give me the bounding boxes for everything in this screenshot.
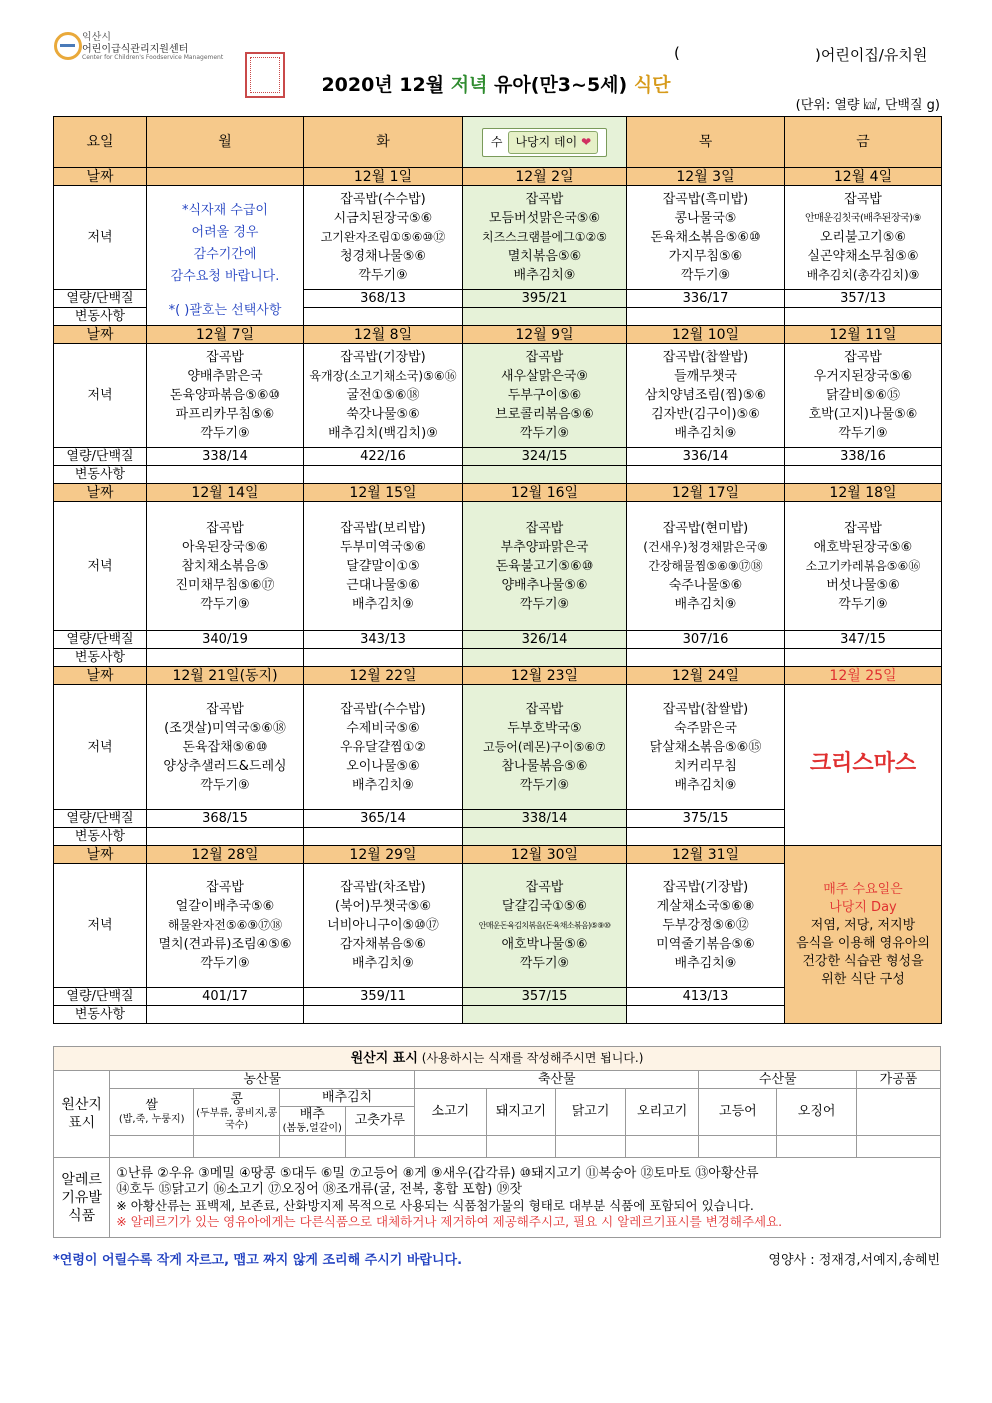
wed-badge: 수 나당지 데이 ❤ [482,128,607,157]
date-cell: 12월 11일 [785,326,942,344]
change-cell[interactable] [463,466,627,484]
kcal-row [54,631,942,649]
meal-label: 저녁 [54,864,147,988]
kcal-cell: 413/13 [627,988,785,1006]
menu-cell: 잡곡밥(찹쌀밥) 숙주맑은국 닭살채소볶음⑤⑥⑮ 치커리무침 배추김치⑨ [627,685,785,810]
date-cell: 12월 28일 [147,846,304,864]
menu-cell: 잡곡밥 양배추맑은국 돈육양파볶음⑤⑥⑩ 파프리카무침⑤⑥ 깍두기⑨ [147,344,304,448]
date-row [54,326,942,344]
change-row [54,466,942,484]
date-cell: 12월 17일 [627,484,785,502]
kcal-cell: 359/11 [304,988,463,1006]
menu-cell: 잡곡밥 우거지된장국⑤⑥ 닭갈비⑤⑥⑮ 호박(고지)나물⑤⑥ 깍두기⑨ [785,344,942,448]
weekday-label: 요일 [54,117,147,168]
menu-cell: 잡곡밥(찹쌀밥) 들깨무챗국 삼치양념조림(찜)⑤⑥ 김자반(김구이)⑤⑥ 배추김치⑨ [627,344,785,448]
menu-cell: 잡곡밥(보리밥) 두부미역국⑤⑥ 달걀말이①⑤ 근대나물⑤⑥ 배추김치⑨ [304,502,463,631]
origin-input[interactable] [280,1136,345,1158]
kcal-label: 열량/단백질 [54,810,147,828]
center-logo [54,28,284,70]
menu-cell: 잡곡밥(기장밥) 육개장(소고기채소국)⑤⑥⑯ 굴전①⑤⑥⑱ 쑥갓나물⑤⑥ 배추김치(백김치)⑨ [304,344,463,448]
change-cell[interactable] [304,1006,463,1024]
change-row [54,649,942,667]
change-label: 변동사항 [54,828,147,846]
kimchi-header: 배추김치 [280,1089,415,1107]
date-label: 날짜 [54,168,147,186]
date-cell: 12월 4일 [785,168,942,186]
logo-icon [54,32,82,60]
rice-header: 쌀 (밥,죽, 누룽지) [110,1089,194,1136]
menu-cell: 잡곡밥(수수밥) 시금치된장국⑤⑥ 고기완자조림①⑤⑥⑩⑫ 청경채나물⑤⑥ 깍두기⑨ [304,186,463,290]
date-label: 날짜 [54,326,147,344]
menu-cell: 잡곡밥 모듬버섯맑은국⑤⑥ 치즈스크램블에그①②⑤ 멸치볶음⑤⑥ 배추김치⑨ [463,186,627,290]
meal-row [54,186,942,290]
date-label: 날짜 [54,484,147,502]
dietitian-credit: 영양사 : 정재경,서예지,송혜빈 [768,1253,940,1268]
menu-cell: 잡곡밥 얼갈이배추국⑤⑥ 해물완자전⑤⑥⑨⑰⑱ 멸치(견과류)조림④⑤⑥ 깍두기⑨ [147,864,304,988]
date-cell: 12월 16일 [463,484,627,502]
meal-row [54,502,942,631]
kcal-row [54,448,942,466]
date-row [54,667,942,685]
kcal-cell: 338/14 [463,810,627,828]
change-label: 변동사항 [54,1006,147,1024]
kcal-cell: 375/15 [627,810,785,828]
meal-label: 저녁 [54,685,147,810]
change-cell[interactable] [147,1006,304,1024]
menu-cell: 잡곡밥(차조밥) (북어)무챗국⑤⑥ 너비아니구이⑤⑩⑰ 감자채볶음⑤⑥ 배추김치⑨ [304,864,463,988]
kcal-cell: 422/16 [304,448,463,466]
mackerel-header: 고등어 [699,1089,777,1136]
squid-header: 오징어 [777,1089,857,1136]
change-cell[interactable] [463,828,627,846]
logo-english: Center for Children's Foodservice Management [82,54,224,61]
date-cell: 12월 1일 [304,168,463,186]
kcal-cell: 336/14 [627,448,785,466]
menu-cell: 잡곡밥 부추양파맑은국 돈육불고기⑤⑥⑩ 양배추나물⑤⑥ 깍두기⑨ [463,502,627,631]
menu-cell: 잡곡밥(현미밥) (건새우)청경채맑은국⑨ 간장해물찜⑤⑥⑨⑰⑱ 숙주나물⑤⑥ 배추김치⑨ [627,502,785,631]
kcal-cell: 401/17 [147,988,304,1006]
agri-header: 농산물 [110,1071,415,1089]
kcal-label: 열량/단백질 [54,988,147,1006]
menu-cell: 잡곡밥 (조갯살)미역국⑤⑥⑱ 돈육잡채⑤⑥⑩ 양상추샐러드&드레싱 깍두기⑨ [147,685,304,810]
change-cell[interactable] [785,649,942,667]
date-cell: 12월 18일 [785,484,942,502]
date-cell: 12월 31일 [627,846,785,864]
date-label: 날짜 [54,846,147,864]
kcal-label: 열량/단백질 [54,631,147,649]
weekday-tue: 화 [304,117,463,168]
cabbage-header: 배추 (봄동,얼갈이) [280,1107,345,1136]
chicken-header: 닭고기 [556,1089,626,1136]
nadangji-note: 매주 수요일은 나당지 Day 저염, 저당, 저지방 음식을 이용해 영유아의 건강한 식습관 형성을 위한 식단 구성 [785,846,942,1024]
origin-input[interactable] [857,1136,941,1158]
meal-row [54,685,942,810]
weekday-fri: 금 [785,117,942,168]
cooking-note: *연령이 어릴수록 작게 자르고, 맵고 짜지 않게 조리해 주시기 바랍니다. [53,1253,463,1268]
kcal-cell: 338/14 [147,448,304,466]
origin-row-label: 원산지 표시 [54,1071,110,1158]
date-cell: 12월 29일 [304,846,463,864]
kcal-cell: 336/17 [627,290,785,308]
date-cell: 12월 14일 [147,484,304,502]
origin-input[interactable] [777,1136,857,1158]
date-cell: 12월 10일 [627,326,785,344]
date-cell: 12월 30일 [463,846,627,864]
date-cell: 12월 9일 [463,326,627,344]
heart-icon: ❤ [581,134,592,149]
origin-input[interactable] [625,1136,699,1158]
supply-note: *식자재 수급이 어려울 경우 감수기간에 감수요청 바랍니다. *( )괄호는 선택사항 [147,186,304,326]
origin-input[interactable] [194,1136,280,1158]
date-label: 날짜 [54,667,147,685]
weekday-wed [463,117,627,168]
menu-cell: 잡곡밥 달걀김국①⑤⑥ 안매운돈육김치볶음(돈육채소볶음)⑤⑨⑩ 애호박나물⑤⑥ 깍두기⑨ [463,864,627,988]
change-cell[interactable] [627,1006,785,1024]
origin-table [53,1046,941,1238]
change-cell[interactable] [304,828,463,846]
origin-input[interactable] [110,1136,194,1158]
kcal-cell: 368/13 [304,290,463,308]
origin-input[interactable] [486,1136,556,1158]
holiday-label: 크리스마스 [809,751,917,776]
change-cell[interactable] [304,308,463,326]
kcal-cell: 326/14 [463,631,627,649]
kcal-cell: 365/14 [304,810,463,828]
pork-header: 돼지고기 [486,1089,556,1136]
origin-input[interactable] [345,1136,415,1158]
date-cell: 12월 21일(동지) [147,667,304,685]
change-cell[interactable] [304,649,463,667]
kcal-cell: 338/16 [785,448,942,466]
date-cell: 12월 7일 [147,326,304,344]
logo-name: 어린이급식관리지원센터 [82,44,189,55]
kcal-cell: 343/13 [304,631,463,649]
date-row [54,846,942,864]
beef-header: 소고기 [415,1089,487,1136]
date-cell: 12월 24일 [627,667,785,685]
change-cell[interactable] [785,466,942,484]
menu-cell: 잡곡밥 새우살맑은국⑨ 두부구이⑤⑥ 브로콜리볶음⑤⑥ 깍두기⑨ [463,344,627,448]
page-title: 2020년 12월 저녁 유아(만3~5세) 식단 [321,74,671,96]
origin-input[interactable] [415,1136,487,1158]
menu-cell: 잡곡밥 애호박된장국⑤⑥ 소고기카레볶음⑤⑥⑯ 버섯나물⑤⑥ 깍두기⑨ [785,502,942,631]
duck-header: 오리고기 [625,1089,699,1136]
kcal-label: 열량/단백질 [54,448,147,466]
change-cell[interactable] [627,466,785,484]
date-cell: 12월 8일 [304,326,463,344]
origin-input[interactable] [699,1136,777,1158]
change-cell[interactable] [463,649,627,667]
change-cell[interactable] [463,1006,627,1024]
weekday-thu: 목 [627,117,785,168]
meal-label: 저녁 [54,502,147,631]
paren-open: ( [674,44,680,62]
menu-cell: 잡곡밥 두부호박국⑤ 고등어(레몬)구이⑤⑥⑦ 참나물볶음⑤⑥ 깍두기⑨ [463,685,627,810]
date-row [54,168,942,186]
holiday-cell [785,685,942,846]
date-cell: 12월 22일 [304,667,463,685]
date-cell [147,168,304,186]
institution-type: )어린이집/유치원 [815,46,928,64]
kcal-cell: 307/16 [627,631,785,649]
processed-blank [857,1089,941,1136]
menu-cell: 잡곡밥 아욱된장국⑤⑥ 참치채소볶음⑤ 진미채무침⑤⑥⑰ 깍두기⑨ [147,502,304,631]
weekday-header-row [54,117,942,168]
kcal-cell: 347/15 [785,631,942,649]
bean-header: 콩 (두부류, 콩비지,콩국수) [194,1089,280,1136]
menu-cell: 잡곡밥 안매운김칫국(배추된장국)⑨ 오리불고기⑤⑥ 실곤약채소무침⑤⑥ 배추김치(총각김치)⑨ [785,186,942,290]
chili-header: 고춧가루 [345,1107,415,1136]
change-cell[interactable] [147,466,304,484]
meal-label: 저녁 [54,186,147,290]
menu-cell: 잡곡밥(흑미밥) 콩나물국⑤ 돈육채소볶음⑤⑥⑩ 가지무침⑤⑥ 깍두기⑨ [627,186,785,290]
date-row [54,484,942,502]
unit-note: (단위: 열량 ㎉, 단백질 g) [795,98,940,113]
change-cell[interactable] [627,649,785,667]
kcal-cell: 324/15 [463,448,627,466]
logo-city: 익산시 [82,32,111,43]
change-cell[interactable] [463,308,627,326]
livestock-header: 축산물 [415,1071,699,1089]
menu-cell: 잡곡밥(기장밥) 게살채소국⑤⑥⑧ 두부강정⑤⑥⑫ 미역줄기볶음⑤⑥ 배추김치⑨ [627,864,785,988]
meal-row [54,344,942,448]
menu-cell: 잡곡밥(수수밥) 수제비국⑤⑥ 우유달걀찜①② 오이나물⑤⑥ 배추김치⑨ [304,685,463,810]
kcal-cell: 357/15 [463,988,627,1006]
date-cell: 12월 3일 [627,168,785,186]
processed-header: 가공품 [857,1071,941,1089]
change-label: 변동사항 [54,649,147,667]
marine-header: 수산물 [699,1071,857,1089]
date-cell: 12월 2일 [463,168,627,186]
meal-label: 저녁 [54,344,147,448]
allergy-label: 알레르기유발 식품 [54,1158,110,1238]
origin-input[interactable] [556,1136,626,1158]
allergy-list: ①난류 ②우유 ③메밀 ④땅콩 ⑤대두 ⑥밀 ⑦고등어 ⑧게 ⑨새우(갑각류) ⑩돼지고기 ⑪복숭아 ⑫토마토 ⑬아황산류 ⑭호두 ⑮닭고기 ⑯소고기 ⑰오징어 ⑱조개류(굴, 전복, 홍합 포함) ⑲잣 ※ 아황산류는 표백제, 보존료, 산화방지제 목적으로 사용되는 식품첨가물의 형태로 대부분 식품에 포함되어 있습니다. ※ 알레르기가 있는 영유아에게는 다른식품으로 대체하거나 제거하여 제공해주시고, 필요 시 알레르기표시를 변경해주세요. [110,1158,941,1238]
change-cell[interactable] [147,828,304,846]
kcal-label: 열량/단백질 [54,290,147,308]
change-cell[interactable] [785,308,942,326]
date-cell: 12월 23일 [463,667,627,685]
kcal-cell: 368/15 [147,810,304,828]
kcal-cell: 357/13 [785,290,942,308]
change-cell[interactable] [304,466,463,484]
change-cell[interactable] [627,828,785,846]
kcal-cell: 340/19 [147,631,304,649]
origin-title: 원산지 표시 (사용하시는 식재를 작성해주시면 됩니다.) [54,1047,941,1071]
weekday-mon: 월 [147,117,304,168]
date-cell: 12월 25일 [785,667,942,685]
menu-table [53,116,942,1024]
change-cell[interactable] [627,308,785,326]
change-label: 변동사항 [54,466,147,484]
institution-field [674,44,928,64]
change-label: 변동사항 [54,308,147,326]
kcal-cell: 395/21 [463,290,627,308]
change-cell[interactable] [147,649,304,667]
date-cell: 12월 15일 [304,484,463,502]
